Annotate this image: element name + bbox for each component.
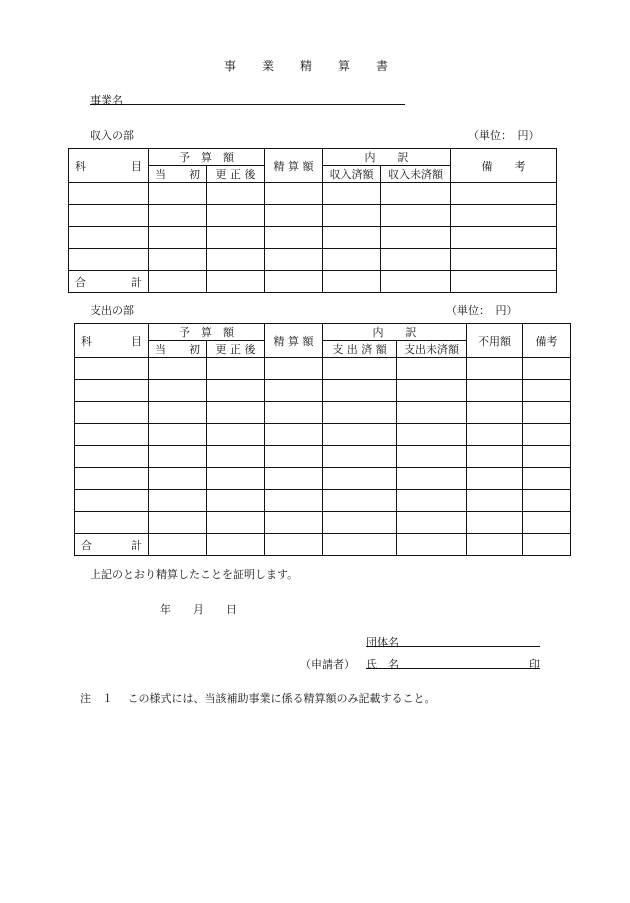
expense-row (75, 446, 571, 468)
income-table (68, 148, 557, 293)
income-row (69, 227, 557, 249)
income-total-row (69, 271, 557, 293)
applicant-name-label: 氏 名 (366, 658, 399, 671)
income-header-remarks: 備 考 (451, 149, 557, 183)
document-title: 事業精算書 (223, 59, 414, 73)
expense-header-paid: 支 出 済 額 (323, 341, 397, 358)
expense-header-revised: 更 正 後 (207, 341, 265, 358)
footnote: 注 １ この様式には、当該補助事業に係る精算額のみ記載すること。 (80, 692, 436, 705)
income-row (69, 205, 557, 227)
expense-header-budget: 予 算 額 (149, 324, 265, 341)
income-header-settled: 精 算 額 (265, 149, 323, 183)
org-name-line[interactable] (366, 646, 540, 647)
date-line[interactable] (160, 601, 259, 617)
expense-total-label: 合 計 (75, 534, 149, 556)
date-year: 年 (160, 603, 171, 616)
expense-row (75, 380, 571, 402)
income-header-initial: 当 初 (149, 166, 207, 183)
applicant-name-line[interactable] (366, 668, 540, 669)
date-day: 日 (226, 603, 237, 616)
income-header-breakdown: 内 訳 (323, 149, 451, 166)
expense-row (75, 358, 571, 380)
expense-header-breakdown: 内 訳 (323, 324, 467, 341)
income-header-unreceived: 収入未済額 (381, 166, 451, 183)
expense-header-remarks: 備考 (523, 324, 571, 358)
income-total-label: 合 計 (69, 271, 149, 293)
date-month: 月 (193, 603, 204, 616)
income-row (69, 249, 557, 271)
income-header-budget: 予 算 額 (149, 149, 265, 166)
expense-header-initial: 当 初 (149, 341, 207, 358)
expense-header-settled: 精 算 額 (265, 324, 323, 358)
project-name-label: 事業名 (90, 94, 123, 107)
seal-mark: 印 (529, 658, 540, 671)
income-header-item: 科 目 (69, 149, 149, 183)
expense-row (75, 468, 571, 490)
expense-row (75, 402, 571, 424)
expense-row (75, 512, 571, 534)
expense-row (75, 490, 571, 512)
expense-header-unpaid: 支出未済額 (397, 341, 467, 358)
expense-heading: 支出の部 (90, 304, 134, 317)
org-name-label: 団体名 (366, 636, 399, 649)
income-row (69, 183, 557, 205)
expense-header-unused: 不用額 (467, 324, 523, 358)
expense-table (74, 323, 571, 556)
income-header-revised: 更 正 後 (207, 166, 265, 183)
expense-header-item: 科 目 (75, 324, 149, 358)
certification-statement: 上記のとおり精算したことを証明します。 (90, 568, 299, 581)
expense-total-row (75, 534, 571, 556)
project-name-line[interactable] (90, 104, 405, 105)
income-header-received: 収入済額 (323, 166, 381, 183)
expense-unit: （単位： 円） (446, 304, 518, 317)
applicant-role: （申請者） (300, 658, 355, 671)
income-unit: （単位： 円） (468, 129, 540, 142)
expense-row (75, 424, 571, 446)
income-heading: 収入の部 (90, 129, 134, 142)
